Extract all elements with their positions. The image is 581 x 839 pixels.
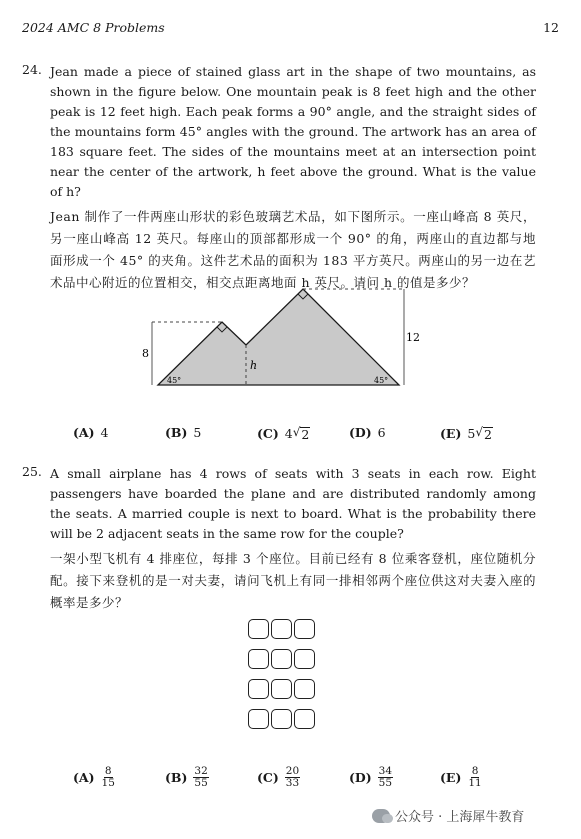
seat-row: [248, 709, 328, 729]
seat: [271, 649, 292, 669]
problem-text-en: Jean made a piece of stained glass art in the shape of two mountains, as shown in the figure below. One mountain peak is 8 feet high and the other peak is 12 feet high. Each peak forms a 90° angle, and the straight sides of the mountains form 45° angles with the ground. The artwork has an area of 183 square feet. The sides of the mountains meet at an intersection point near the center of the artwork, h feet above the ground. What is the value of h?: [50, 64, 536, 199]
problem-25: [22, 464, 536, 614]
seat-diagram: [248, 619, 328, 739]
seat: [248, 679, 269, 699]
problem-text-zh: Jean 制作了一件两座山形状的彩色玻璃艺术品，如下图所示。一座山峰高 8 英尺，另一座山峰高 12 英尺。每座山的顶部都形成一个 90° 的角，两座山的直边都与地面形成一个 45° 的夹角。这件艺术品的面积为 183 平方英尺。两座山的另一边在艺术品中心附近的位置相交，相交点距离地面 h 英尺。请问 h 的值是多少？: [50, 209, 536, 290]
wechat-icon: [372, 809, 390, 823]
mountain-shape: [158, 289, 399, 385]
angle-label-left: 45°: [167, 376, 182, 385]
seat: [271, 619, 292, 639]
fraction: $\frac{34}{55}$: [378, 765, 393, 789]
right-height-label: 12: [406, 331, 420, 344]
angle-label-right: 45°: [374, 376, 389, 385]
seat-row: [248, 619, 328, 639]
page-header: [22, 20, 559, 35]
seat: [248, 649, 269, 669]
choice-b[interactable]: (B) $\frac{32}{55}$: [165, 765, 208, 789]
problem-24: [22, 62, 536, 294]
choice-c[interactable]: (C) $\frac{20}{33}$: [257, 765, 300, 789]
seat: [294, 649, 315, 669]
seat: [271, 709, 292, 729]
fraction: $\frac{8}{11}$: [468, 765, 482, 789]
seat: [294, 709, 315, 729]
choice-d[interactable]: (D) $\frac{34}{55}$: [349, 765, 393, 789]
choice-a[interactable]: (A) $\frac{8}{15}$: [73, 765, 115, 789]
h-label: h: [250, 359, 258, 372]
choice-b[interactable]: (B) 5: [165, 425, 202, 440]
seat: [271, 679, 292, 699]
fraction: $\frac{20}{33}$: [285, 765, 300, 789]
problem-number: 24.: [22, 62, 42, 77]
choice-e[interactable]: (E) $\frac{8}{11}$: [440, 765, 482, 789]
choice-e[interactable]: (E) 5 √ 2: [440, 425, 492, 442]
seat: [248, 619, 269, 639]
sqrt-symbol: √ 2: [475, 425, 492, 442]
mountains-figure: [138, 283, 428, 393]
problem-text-en: A small airplane has 4 rows of seats with 3 seats in each row. Eight passengers have boarded the plane and are distributed randomly among the seats. A married couple is next to board. What is the probability there will be 2 adjacent seats in the same row for the couple?: [50, 466, 536, 541]
seat-row: [248, 679, 328, 699]
fraction: $\frac{8}{15}$: [101, 765, 115, 789]
choice-d[interactable]: (D) 6: [349, 425, 386, 440]
choice-c[interactable]: (C) 4 √ 2: [257, 425, 310, 442]
seat-row: [248, 649, 328, 669]
seat: [248, 709, 269, 729]
choice-a[interactable]: (A) 4: [73, 425, 109, 440]
watermark: [372, 806, 524, 825]
problem-text-zh: 一架小型飞机有 4 排座位，每排 3 个座位。目前已经有 8 位乘客登机，座位随机分配。接下来登机的是一对夫妻，请问飞机上有同一排相邻两个座位供这对夫妻入座的概率是多少？: [50, 551, 536, 610]
watermark-text: 公众号 · 上海犀牛教育: [395, 810, 525, 825]
page-number: 12: [543, 20, 559, 35]
header-title: 2024 AMC 8 Problems: [22, 20, 165, 35]
seat: [294, 679, 315, 699]
left-height-label: 8: [142, 347, 149, 360]
fraction: $\frac{32}{55}$: [194, 765, 208, 789]
sqrt-symbol: √ 2: [292, 425, 310, 442]
seat: [294, 619, 315, 639]
problem-number: 25.: [22, 464, 42, 479]
